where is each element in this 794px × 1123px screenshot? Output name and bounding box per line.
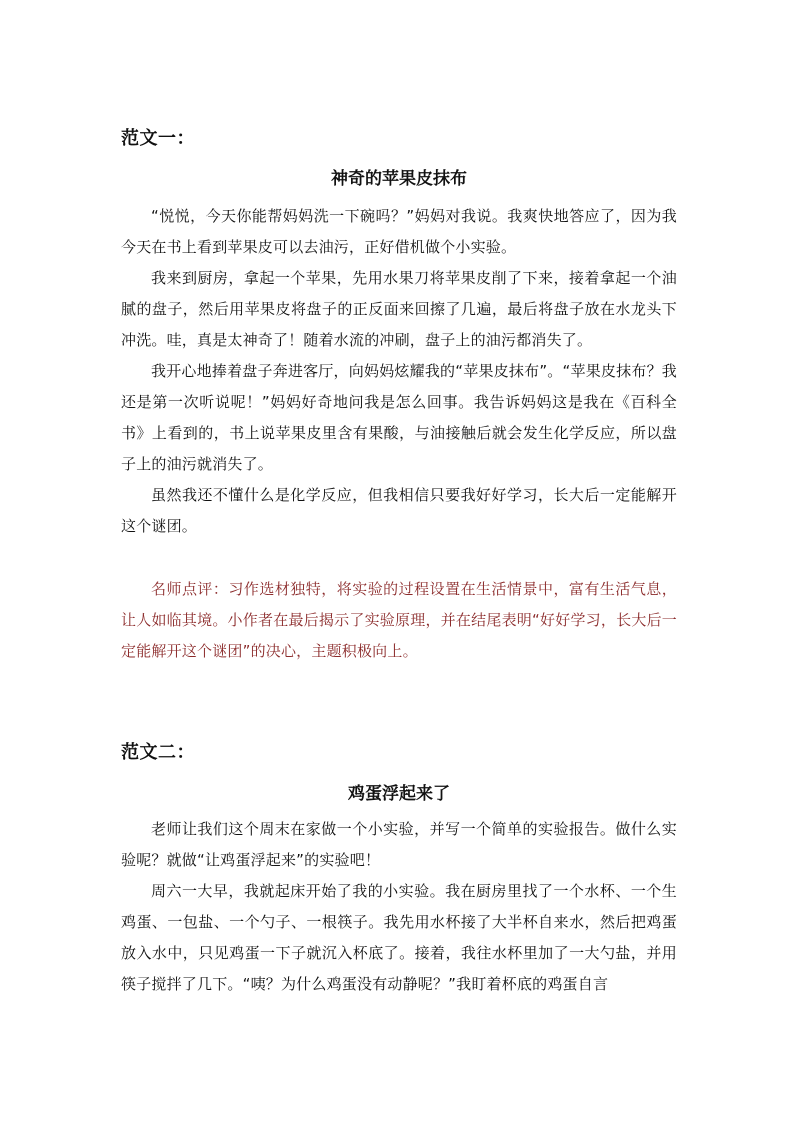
essay-1-body bbox=[121, 201, 677, 542]
essay-1-title: 神奇的苹果皮抹布 bbox=[331, 169, 467, 189]
essay-1-paragraph: 虽然我还不懂什么是化学反应，但我相信只要我好好学习，长大后一定能解开这个谜团。 bbox=[121, 486, 677, 535]
teacher-comment-block bbox=[121, 574, 677, 667]
section-heading-essay-1: 范文一： bbox=[121, 128, 195, 149]
essay-1-paragraph: 我来到厨房，拿起一个苹果，先用水果刀将苹果皮削了下来，接着拿起一个油腻的盘子，然后用苹果皮将盘子的正反面来回擦了几遍，最后将盘子放在水龙头下冲洗。哇，真是太神奇了！随着水流的冲刷，盘子上的油污都消失了。 bbox=[121, 269, 677, 349]
essay-2-paragraph: 周六一大早，我就起床开始了我的小实验。我在厨房里找了一个水杯、一个生鸡蛋、一包盐、一个勺子、一根筷子。我先用水杯接了大半杯自来水，然后把鸡蛋放入水中，只见鸡蛋一下子就沉入杯底了。接着，我往水杯里加了一大勺盐，并用筷子搅拌了几下。“咦？为什么鸡蛋没有动静呢？”我盯着杯底的鸡蛋自言 bbox=[121, 882, 677, 993]
essay-2-paragraph: 老师让我们这个周末在家做一个小实验，并写一个简单的实验报告。做什么实验呢？就做“让鸡蛋浮起来”的实验吧！ bbox=[121, 820, 677, 869]
essay-2-body bbox=[121, 814, 677, 1000]
section-heading-essay-2: 范文二： bbox=[121, 742, 195, 763]
essay-2-title: 鸡蛋浮起来了 bbox=[348, 784, 450, 804]
essay-1-paragraph: 我开心地捧着盘子奔进客厅，向妈妈炫耀我的“苹果皮抹布”。“苹果皮抹布？我还是第一次听说呢！”妈妈好奇地问我是怎么回事。我告诉妈妈这是我在《百科全书》上看到的，书上说苹果皮里含有果酸，与油接触后就会发生化学反应，所以盘子上的油污就消失了。 bbox=[121, 362, 677, 473]
teacher-comment: 名师点评：习作选材独特，将实验的过程设置在生活情景中，富有生活气息，让人如临其境。小作者在最后揭示了实验原理，并在结尾表明“好好学习，长大后一定能解开这个谜团”的决心，主题积极向上。 bbox=[121, 580, 677, 660]
essay-1-paragraph: “悦悦，今天你能帮妈妈洗一下碗吗？”妈妈对我说。我爽快地答应了，因为我今天在书上看到苹果皮可以去油污，正好借机做个小实验。 bbox=[121, 207, 677, 256]
